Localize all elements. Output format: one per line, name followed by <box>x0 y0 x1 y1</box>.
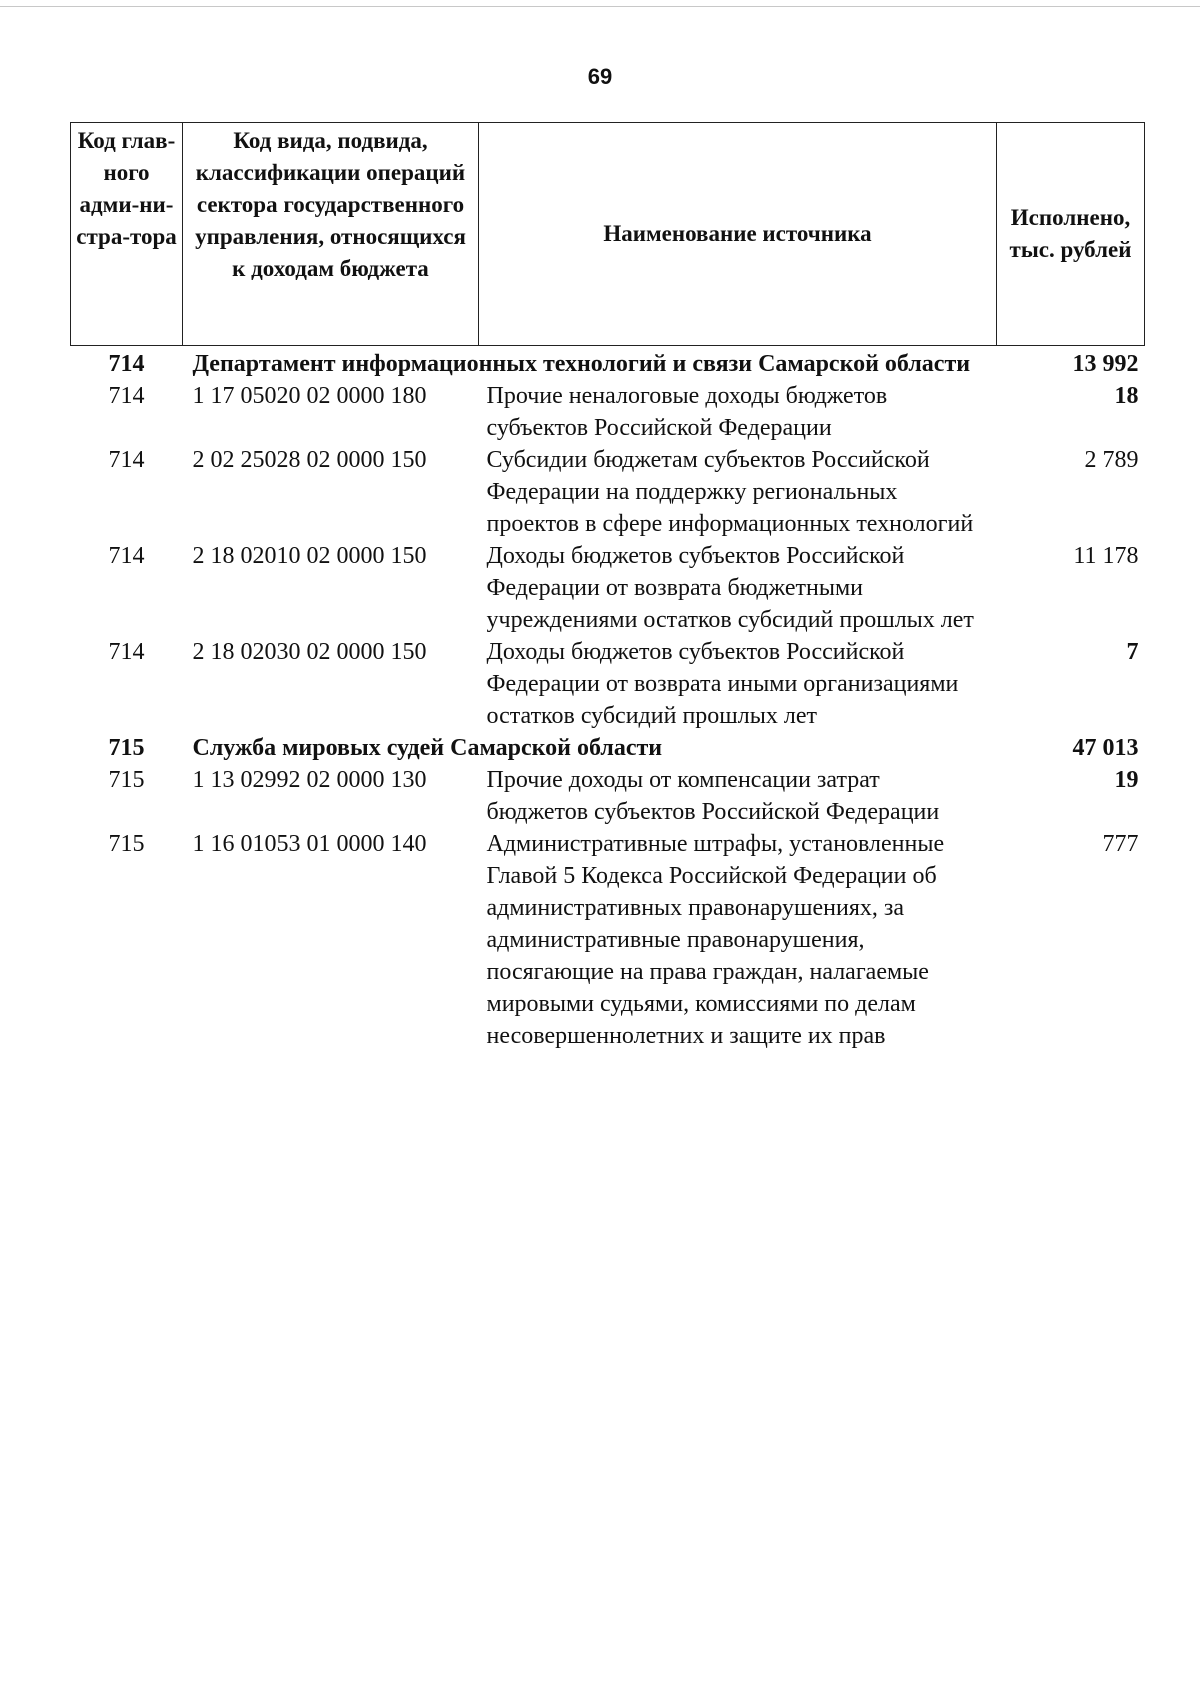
header-source-name: Наименование источника <box>479 123 997 346</box>
source-name-cell: Административные штрафы, установленные Главой 5 Кодекса Российской Федерации об административных правонарушениях, за административные правонарушения, посягающие на права граждан, налагаемые мировыми судьями, комиссиями по делам несовершеннолетних и защите их прав <box>486 831 945 1049</box>
table-row <box>71 764 1145 828</box>
admin-code-cell: 715 <box>108 831 145 857</box>
admin-code-cell: 715 <box>108 735 145 761</box>
source-name-cell: Доходы бюджетов субъектов Российской Федерации от возврата иными организациями остатков субсидий прошлых лет <box>486 639 959 729</box>
kbk-code-cell: 1 17 05020 02 0000 180 <box>192 383 427 409</box>
table-row <box>71 828 1145 1052</box>
header-row <box>71 123 1145 346</box>
admin-code-cell: 714 <box>108 543 145 569</box>
kbk-code-cell: 2 02 25028 02 0000 150 <box>192 447 427 473</box>
table-row <box>71 444 1145 540</box>
admin-code-cell: 714 <box>108 639 145 665</box>
admin-total-cell: 47 013 <box>1072 735 1139 761</box>
admin-title-cell: Служба мировых судей Самарской области <box>192 735 663 761</box>
table-row <box>71 380 1145 444</box>
source-name-cell: Субсидии бюджетам субъектов Российской Федерации на поддержку региональных проектов в сфере информационных технологий <box>486 447 974 537</box>
header-kbk-code: Код вида, подвида, классификации операций сектора государственного управления, относящихся к доходам бюджета <box>183 123 479 346</box>
table-body <box>71 346 1145 1053</box>
top-scan-rule <box>0 6 1200 7</box>
kbk-code-cell: 2 18 02010 02 0000 150 <box>192 543 427 569</box>
page-number: 69 <box>587 64 613 89</box>
admin-code-cell: 714 <box>108 447 145 473</box>
amount-cell: 2 789 <box>1084 447 1139 473</box>
admin-code-cell: 714 <box>108 383 145 409</box>
kbk-code-cell: 1 16 01053 01 0000 140 <box>192 831 427 857</box>
admin-code-cell: 715 <box>108 767 145 793</box>
amount-cell: 777 <box>1102 831 1139 857</box>
table-header <box>71 123 1145 346</box>
admin-total-cell: 13 992 <box>1072 351 1139 377</box>
admin-title-cell: Департамент информационных технологий и связи Самарской области <box>192 351 971 377</box>
table-row <box>71 636 1145 732</box>
kbk-code-cell: 2 18 02030 02 0000 150 <box>192 639 427 665</box>
header-admin-code: Код глав-ного адми-ни-стра-тора <box>71 123 183 346</box>
amount-cell: 19 <box>1114 767 1139 793</box>
admin-row <box>71 346 1145 381</box>
revenue-table <box>70 122 1145 1052</box>
amount-cell: 11 178 <box>1073 543 1139 569</box>
table-row <box>71 540 1145 636</box>
kbk-code-cell: 1 13 02992 02 0000 130 <box>192 767 427 793</box>
amount-cell: 18 <box>1114 383 1139 409</box>
amount-cell: 7 <box>1126 639 1139 665</box>
source-name-cell: Прочие доходы от компенсации затрат бюджетов субъектов Российской Федерации <box>486 767 940 825</box>
admin-row <box>71 732 1145 764</box>
header-executed: Исполнено, тыс. рублей <box>997 123 1145 346</box>
source-name-cell: Прочие неналоговые доходы бюджетов субъектов Российской Федерации <box>486 383 888 441</box>
source-name-cell: Доходы бюджетов субъектов Российской Федерации от возврата бюджетными учреждениями остатков субсидий прошлых лет <box>486 543 974 633</box>
admin-code-cell: 714 <box>108 351 145 377</box>
